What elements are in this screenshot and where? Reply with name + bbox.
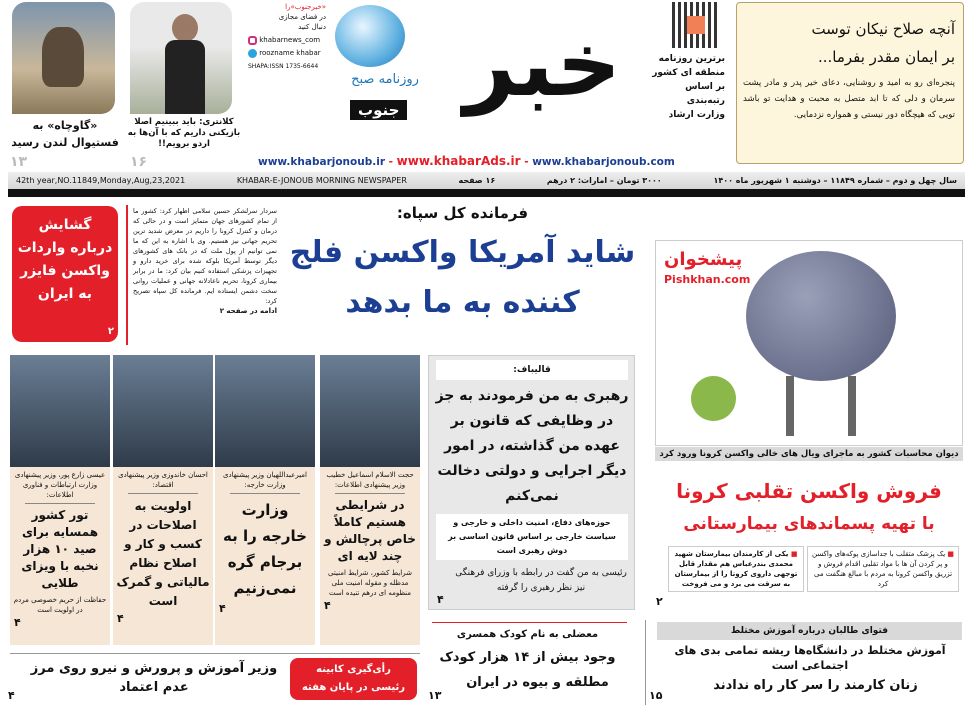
- ghalibaf-headline: رهبری به من فرمودند به جز در وظایفی که قانون بر عهده من گذاشته، در امور دیگر اجرایی و دولتی دخالت نمی‌کنم: [435, 388, 629, 504]
- quote-title2: بر ایمان مقدر بفرما...: [817, 48, 955, 66]
- minister-name: حجت الاسلام اسماعیل خطیب وزیر پیشنهادی اطلاعات:: [326, 471, 414, 489]
- teaser-page-cow: ۱۳: [10, 154, 28, 170]
- minister-khandouzi[interactable]: [113, 355, 213, 645]
- minister-page: ۴: [324, 599, 331, 612]
- teaser-photo-coach[interactable]: [130, 2, 232, 114]
- cabinet-badge: رأی‌گیری کابینه رئیسی در پایان هفته: [290, 658, 417, 700]
- child-line1[interactable]: وجود بیش از ۱۴ هزار کودک: [439, 650, 616, 665]
- minister-headline: اولویت به اصلاحات در کسب و کار و اصلاح نظام مالیاتی و گمرک است: [116, 499, 210, 608]
- logo-tagline: روزنامه صبح: [351, 72, 419, 87]
- ranking-line: رتبه‌بندی: [686, 96, 725, 106]
- vaccine-headline1[interactable]: فروش واکسن تقلبی کرونا: [676, 479, 942, 503]
- virus-legs-icon: [786, 376, 856, 436]
- ghalibaf-note: رئیسی به من گفت در رابطه با وزرای فرهنگی نیز نظر رهبری را گرفته: [455, 568, 627, 593]
- minister-khatib[interactable]: [320, 355, 420, 645]
- red-box-pfizer[interactable]: [12, 206, 118, 342]
- child-kicker: معضلی به نام کودک همسری: [456, 629, 599, 640]
- minister-name: احسان خاندوزی وزیر پیشنهادی اقتصاد:: [118, 471, 208, 489]
- ghalibaf-kicker: قالیباف:: [436, 360, 628, 380]
- url-khabarjonoub-ir[interactable]: www.khabarjonoub.ir: [258, 156, 385, 168]
- page-count: ۱۶ صفحه: [458, 176, 496, 185]
- child-line2[interactable]: مطلقه و بیوه در ایران: [466, 675, 609, 690]
- url-separator: -: [385, 156, 397, 168]
- teaser-photo-cow[interactable]: [12, 2, 115, 114]
- cartoon-virus[interactable]: [655, 240, 963, 446]
- cabinet-headline[interactable]: وزیر آموزش و پرورش و نیرو روی مرز عدم اعتماد: [30, 661, 278, 695]
- qr-code-icon[interactable]: [672, 2, 720, 48]
- vaccine-strip: دیوان محاسبات کشور به ماجرای ویال های خالی واکسن کرونا ورود کرد: [655, 447, 963, 461]
- teaser-caption-coach[interactable]: کلانتری: باید ببینیم اصلا بازیکنی داریم که با آن‌ها به اردو برویم!!: [127, 117, 241, 149]
- url-khabarads[interactable]: www.khabarAds.ir: [396, 154, 521, 168]
- social-line1: «خبرجنوب»را: [285, 3, 326, 11]
- telegram-icon: [248, 49, 257, 58]
- taliban-headline[interactable]: آموزش مختلط در دانشگاه‌ها ریشه تمامی بدی های اجتماعی است: [674, 644, 946, 672]
- minister-sub: شرایط کشور، شرایط امنیتی مدظله و مقوله امنیت ملی منظومه ای درهم تنیده است: [328, 569, 412, 597]
- telegram-handle[interactable]: roozname khabar: [259, 49, 321, 57]
- vaccine-headline2[interactable]: با تهیه پسماندهای بیمارستانی: [683, 514, 935, 534]
- social-line2: در فضای مجازی: [278, 13, 326, 21]
- instagram-icon: [248, 36, 257, 45]
- lead-headline[interactable]: شاید آمریکا واکسن فلج کننده به ما بدهد: [289, 235, 636, 320]
- child-page: ۱۳: [428, 689, 442, 702]
- virus-icon: [746, 251, 896, 381]
- minister-headline: وزارت خارجه را به برجام گره نمی‌زنیم: [223, 501, 307, 597]
- url-line: [258, 154, 728, 169]
- english-date: 42th year,NO.11849,Monday,Aug,23,2021: [16, 176, 186, 185]
- url-khabarjonoub-com[interactable]: www.khabarjonoub.com: [532, 156, 675, 168]
- red-box-text: گشایش درباره واردات واکسن فایزر به ایران: [17, 217, 113, 302]
- minister-photo: [10, 355, 110, 467]
- ghalibaf-sub: حوزه‌های دفاع، امنیت داخلی و خارجی و سیاست خارجی بر اساس قانون اساسی بر دوش رهبری است: [436, 514, 628, 560]
- taliban-kicker: فتوای طالبان درباره آموزش مختلط: [657, 622, 962, 640]
- minister-sub: حفاظت از حریم خصوصی مردم در اولویت است: [13, 596, 107, 614]
- english-name: KHABAR-E-JONOUB MORNING NEWSPAPER: [236, 176, 407, 185]
- minister-zarepour[interactable]: [10, 355, 110, 645]
- cabinet-page: ۴: [8, 689, 15, 702]
- minister-name: عیسی زارع پور، وزیر پیشنهادی وزارت ارتباطات و فناوری اطلاعات:: [14, 471, 106, 499]
- lead-body: سردار سرلشکر حسین سلامی اظهار کرد: کشور ما از تمام کشورهای جهان متمایز است و در حالی که درمان و کنترل کرونا را داریم در معرض شدید ترین تحریم جهانی نیز هستیم. وی با اشاره به این که ما نمی توانیم از پول ملت که در بانک های کشورهای دیگر توسط آمریکا بلوکه شده برای خرید دارو و تجهیزات پزشکی استفاده کنیم بیان کرد: ما در برابر بیماری کرونا، تحریم ناعادلانه جهانی و عملیات روانی سخت دشمن ایستاده ایم. فرمانده کل سپاه تصریح کرد:: [133, 207, 277, 305]
- vaccine-box-left-text: یکی از کارمندان بیمارستان شهید محمدی بندرعباس هم مقدار قابل توجهی داروی کرونا را از بیمارستان به سرقت می برد و می فروخت: [674, 550, 798, 588]
- lead-body-column: [133, 206, 277, 316]
- social-box: [248, 2, 326, 72]
- vaccine-box-right: [807, 546, 959, 592]
- minister-headline: تور کشور همسایه برای صید ۱۰ هزار نخبه با ویزای طلایی: [21, 508, 99, 590]
- globe-icon: [335, 5, 405, 67]
- logo: [330, 0, 640, 150]
- minister-photo: [320, 355, 420, 467]
- instagram-row[interactable]: [248, 35, 326, 45]
- vaccine-box-left: [668, 546, 804, 592]
- minister-page: ۴: [219, 602, 226, 615]
- quote-box: [736, 2, 964, 164]
- ghalibaf-box[interactable]: [428, 355, 635, 610]
- persian-date: سال چهل و دوم – شماره ۱۱۸۴۹ – دوشنبه ۱ شهریور ماه ۱۴۰۰: [713, 176, 957, 185]
- lead-continued[interactable]: ادامه در صفحه ۲: [219, 307, 277, 315]
- teaser-page-coach: ۱۶: [130, 154, 148, 170]
- black-rule: [8, 189, 965, 197]
- red-divider: [126, 205, 128, 345]
- url-separator: -: [520, 156, 533, 168]
- bullet-icon: ■: [945, 550, 954, 558]
- bullet-icon: ■: [788, 550, 798, 558]
- taliban-divider: [645, 620, 646, 705]
- price: ۳۰۰۰ تومان – امارات: ۲ درهم: [546, 176, 662, 185]
- watermark-url: Pishkhan.com: [664, 273, 751, 286]
- teaser-caption-cow[interactable]: «گاوچاه» به فستیوال لندن رسید: [11, 119, 119, 149]
- logo-main: خبر: [463, 12, 622, 117]
- ranking-line: برترین روزنامه: [658, 54, 725, 64]
- info-bar: [8, 172, 965, 189]
- issn: SHAPA:ISSN 1735-6644: [248, 63, 319, 70]
- minister-abdollahian[interactable]: [215, 355, 315, 645]
- telegram-row[interactable]: [248, 48, 326, 58]
- vaccine-box-right-text: یک پزشک متقلب با جداسازی پوکه‌های واکسن و پر کردن آن ها با مواد تقلبی اقدام فروش و تزریق واکسن کرونا به مردم با مبالغ هنگفت می کرد: [811, 550, 953, 588]
- minister-name: امیرعبداللهیان وزیر پیشنهادی وزارت خارجه:: [222, 471, 308, 489]
- ranking-line: منطقه ای کشور: [652, 68, 725, 78]
- minister-page: ۴: [14, 616, 21, 629]
- watermark-logo: پیشخوان: [664, 249, 743, 270]
- social-line3: دنبال کنید: [298, 23, 326, 31]
- minister-photo: [113, 355, 213, 467]
- vaccine-page: ۲: [656, 595, 663, 608]
- cabinet-rule: [10, 653, 420, 654]
- logo-sub: جنوب: [350, 100, 407, 120]
- small-virus-icon: [691, 376, 736, 421]
- minister-headline: در شرایطی هستیم کاملاً خاص پرچالش و چند لایه ای: [324, 498, 416, 563]
- ranking-line: وزارت ارشاد: [668, 110, 725, 120]
- taliban-page: ۱۵: [649, 689, 663, 702]
- lead-kicker: فرمانده کل سپاه:: [396, 204, 529, 222]
- minister-photo: [215, 355, 315, 467]
- child-rule: [432, 622, 627, 623]
- minister-page: ۴: [117, 612, 124, 625]
- quote-body: پنجره‌ای رو به امید و روشنایی، دعای خیر پدر و مادر پشت سرمان و دلی که تا ابد متصل به محبت و هدایت تو باشد تویی که هیچگاه دور نیستی و همواره نزدمایی.: [743, 78, 955, 120]
- ranking-text: [640, 52, 725, 122]
- instagram-handle[interactable]: khabarnews_com: [259, 36, 321, 44]
- ranking-line: بر اساس: [685, 82, 725, 92]
- ghalibaf-page: ۴: [437, 593, 444, 606]
- quote-title1: آنچه صلاح نیکان توست: [811, 20, 955, 38]
- taliban-sub[interactable]: زنان کارمند را سر کار راه ندادند: [713, 678, 918, 693]
- red-box-page: ۲: [107, 326, 114, 337]
